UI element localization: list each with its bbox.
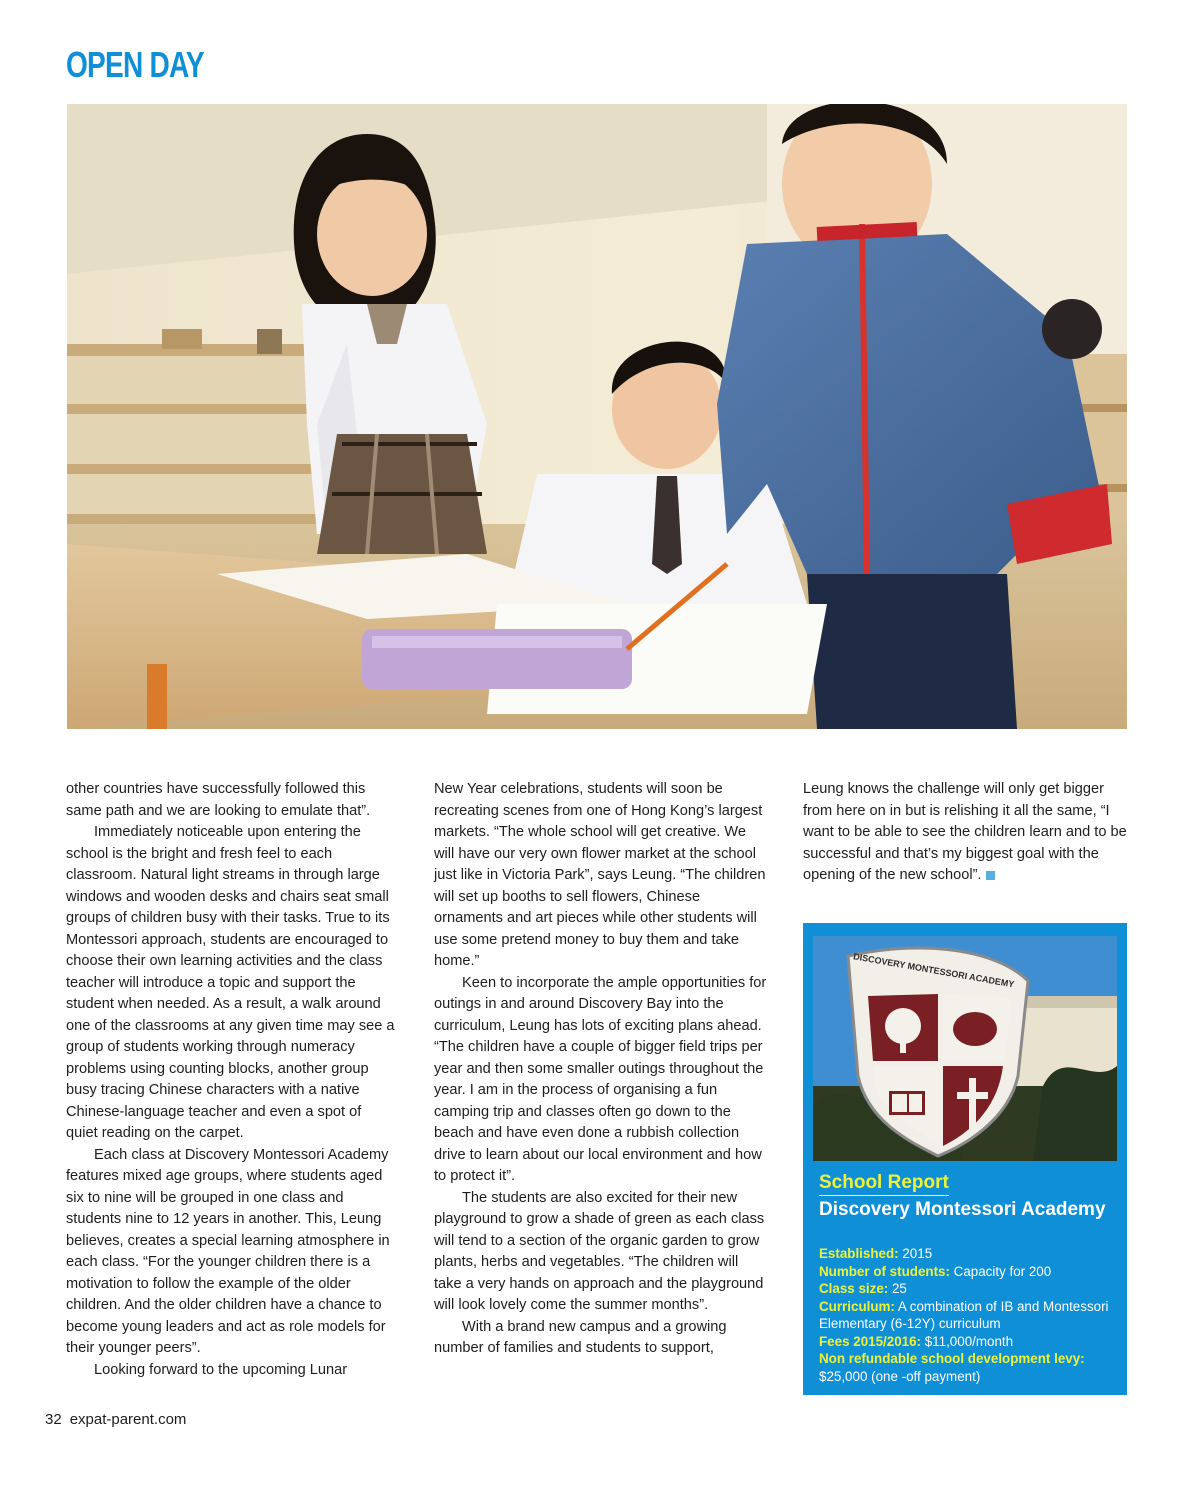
fact-fees (819, 1333, 1115, 1351)
fact-label: Curriculum: (819, 1298, 895, 1314)
fact-label: Class size: (819, 1281, 889, 1296)
article-column-2 (434, 779, 768, 1360)
crest-text: DISCOVERY MONTESSORI ACADEMY (852, 951, 1015, 990)
school-crest-photo (813, 936, 1117, 1161)
school-facts (819, 1245, 1115, 1385)
fact-value: $25,000 (one -off payment) (819, 1368, 981, 1384)
paragraph: Looking forward to the upcoming Lunar (94, 1361, 348, 1378)
fact-value: A combination of IB and Montessori Elementary (6-12Y) curriculum (819, 1298, 1109, 1331)
paragraph: The students are also excited for their new playground to grow a shade of green as each class will tend to a section of the organic garden to grow plants, herbs and vegetables. “The children will take a very hands on approach and the playground will look lovely come the summer months”. (434, 1189, 765, 1313)
school-name: Discovery Montessori Academy (819, 1199, 1106, 1220)
fact-development-levy (819, 1350, 1115, 1385)
fact-class-size (819, 1280, 1115, 1298)
fact-curriculum (819, 1298, 1115, 1333)
fact-label: Fees 2015/2016: (819, 1333, 921, 1349)
school-report-heading: School Report (819, 1172, 949, 1196)
paragraph: other countries have successfully followed this same path and we are looking to emulate that”. (66, 781, 371, 819)
fact-value: Capacity for 200 (953, 1263, 1052, 1279)
article-column-1 (66, 779, 396, 1381)
fact-label: Number of students: (819, 1263, 950, 1279)
fact-value: 2015 (902, 1246, 933, 1261)
fact-label: Established: (819, 1246, 899, 1261)
paragraph: New Year celebrations, students will soon be recreating scenes from one of Hong Kong’s largest markets. “The whole school will get creative. We will have our very own flower market at the school just like in Victoria Park”, says Leung. “The children will set up booths to sell flowers, Chinese ornaments and art pieces while other students will use some pretend money to buy them and take home.” (434, 781, 766, 969)
fact-value: $11,000/month (924, 1333, 1014, 1349)
site-url: expat-parent.com (69, 1411, 187, 1428)
paragraph: Keen to incorporate the ample opportunities for outings in and around Discovery Bay into the curriculum, Leung has lots of exciting plans ahead. “The children have a couple of bigger field trips per year and then some smaller outings throughout the year. I am in the process of organising a fun camping trip and classes often go down to the beach and have even done a rubbish collection drive to learn about our local environment and how to protect it”. (434, 974, 767, 1184)
school-report-box (803, 923, 1127, 1395)
article-column-3 (803, 779, 1128, 887)
paragraph: With a brand new campus and a growing number of families and students to support, (434, 1318, 727, 1356)
end-mark-icon (986, 871, 995, 880)
page-footer (45, 1411, 186, 1428)
hero-photo (67, 104, 1127, 729)
section-title: OPEN DAY (66, 44, 204, 85)
paragraph: Immediately noticeable upon entering the school is the bright and fresh feel to each classroom. Natural light streams in through large windows and wooden desks and chairs seat small groups of children busy with their tasks. True to its Montessori approach, students are encouraged to choose their own learning activities and the class teacher will introduce a topic and support the student when needed. As a result, a walk around one of the classrooms at any given time may see a group of students working through numeracy problems using counting blocks, another group busy tracing Chinese characters with a native Chinese-language teacher and even a spot of quiet reading on the carpet. (66, 824, 395, 1141)
paragraph-text: Leung knows the challenge will only get bigger from here on in but is relishing it all the same, “I want to be able to see the children learn and to be successful and that’s my biggest goal with the opening of the new school”. (803, 781, 1127, 883)
fact-number-of-students (819, 1263, 1115, 1281)
paragraph: Each class at Discovery Montessori Academy features mixed age groups, where students aged six to nine will be grouped in one class and students nine to 12 years in another. This, Leung believes, creates a special learning atmosphere in each class. “For the younger children there is a motivation to follow the example of the older children. And the older children have a chance to become young leaders and act as role models for their younger peers”. (66, 1146, 390, 1356)
fact-value: 25 (891, 1281, 907, 1296)
paragraph (803, 779, 1128, 887)
fact-label: Non refundable school development levy: (819, 1351, 1085, 1366)
page-number: 32 (45, 1411, 62, 1428)
fact-established (819, 1245, 1115, 1263)
